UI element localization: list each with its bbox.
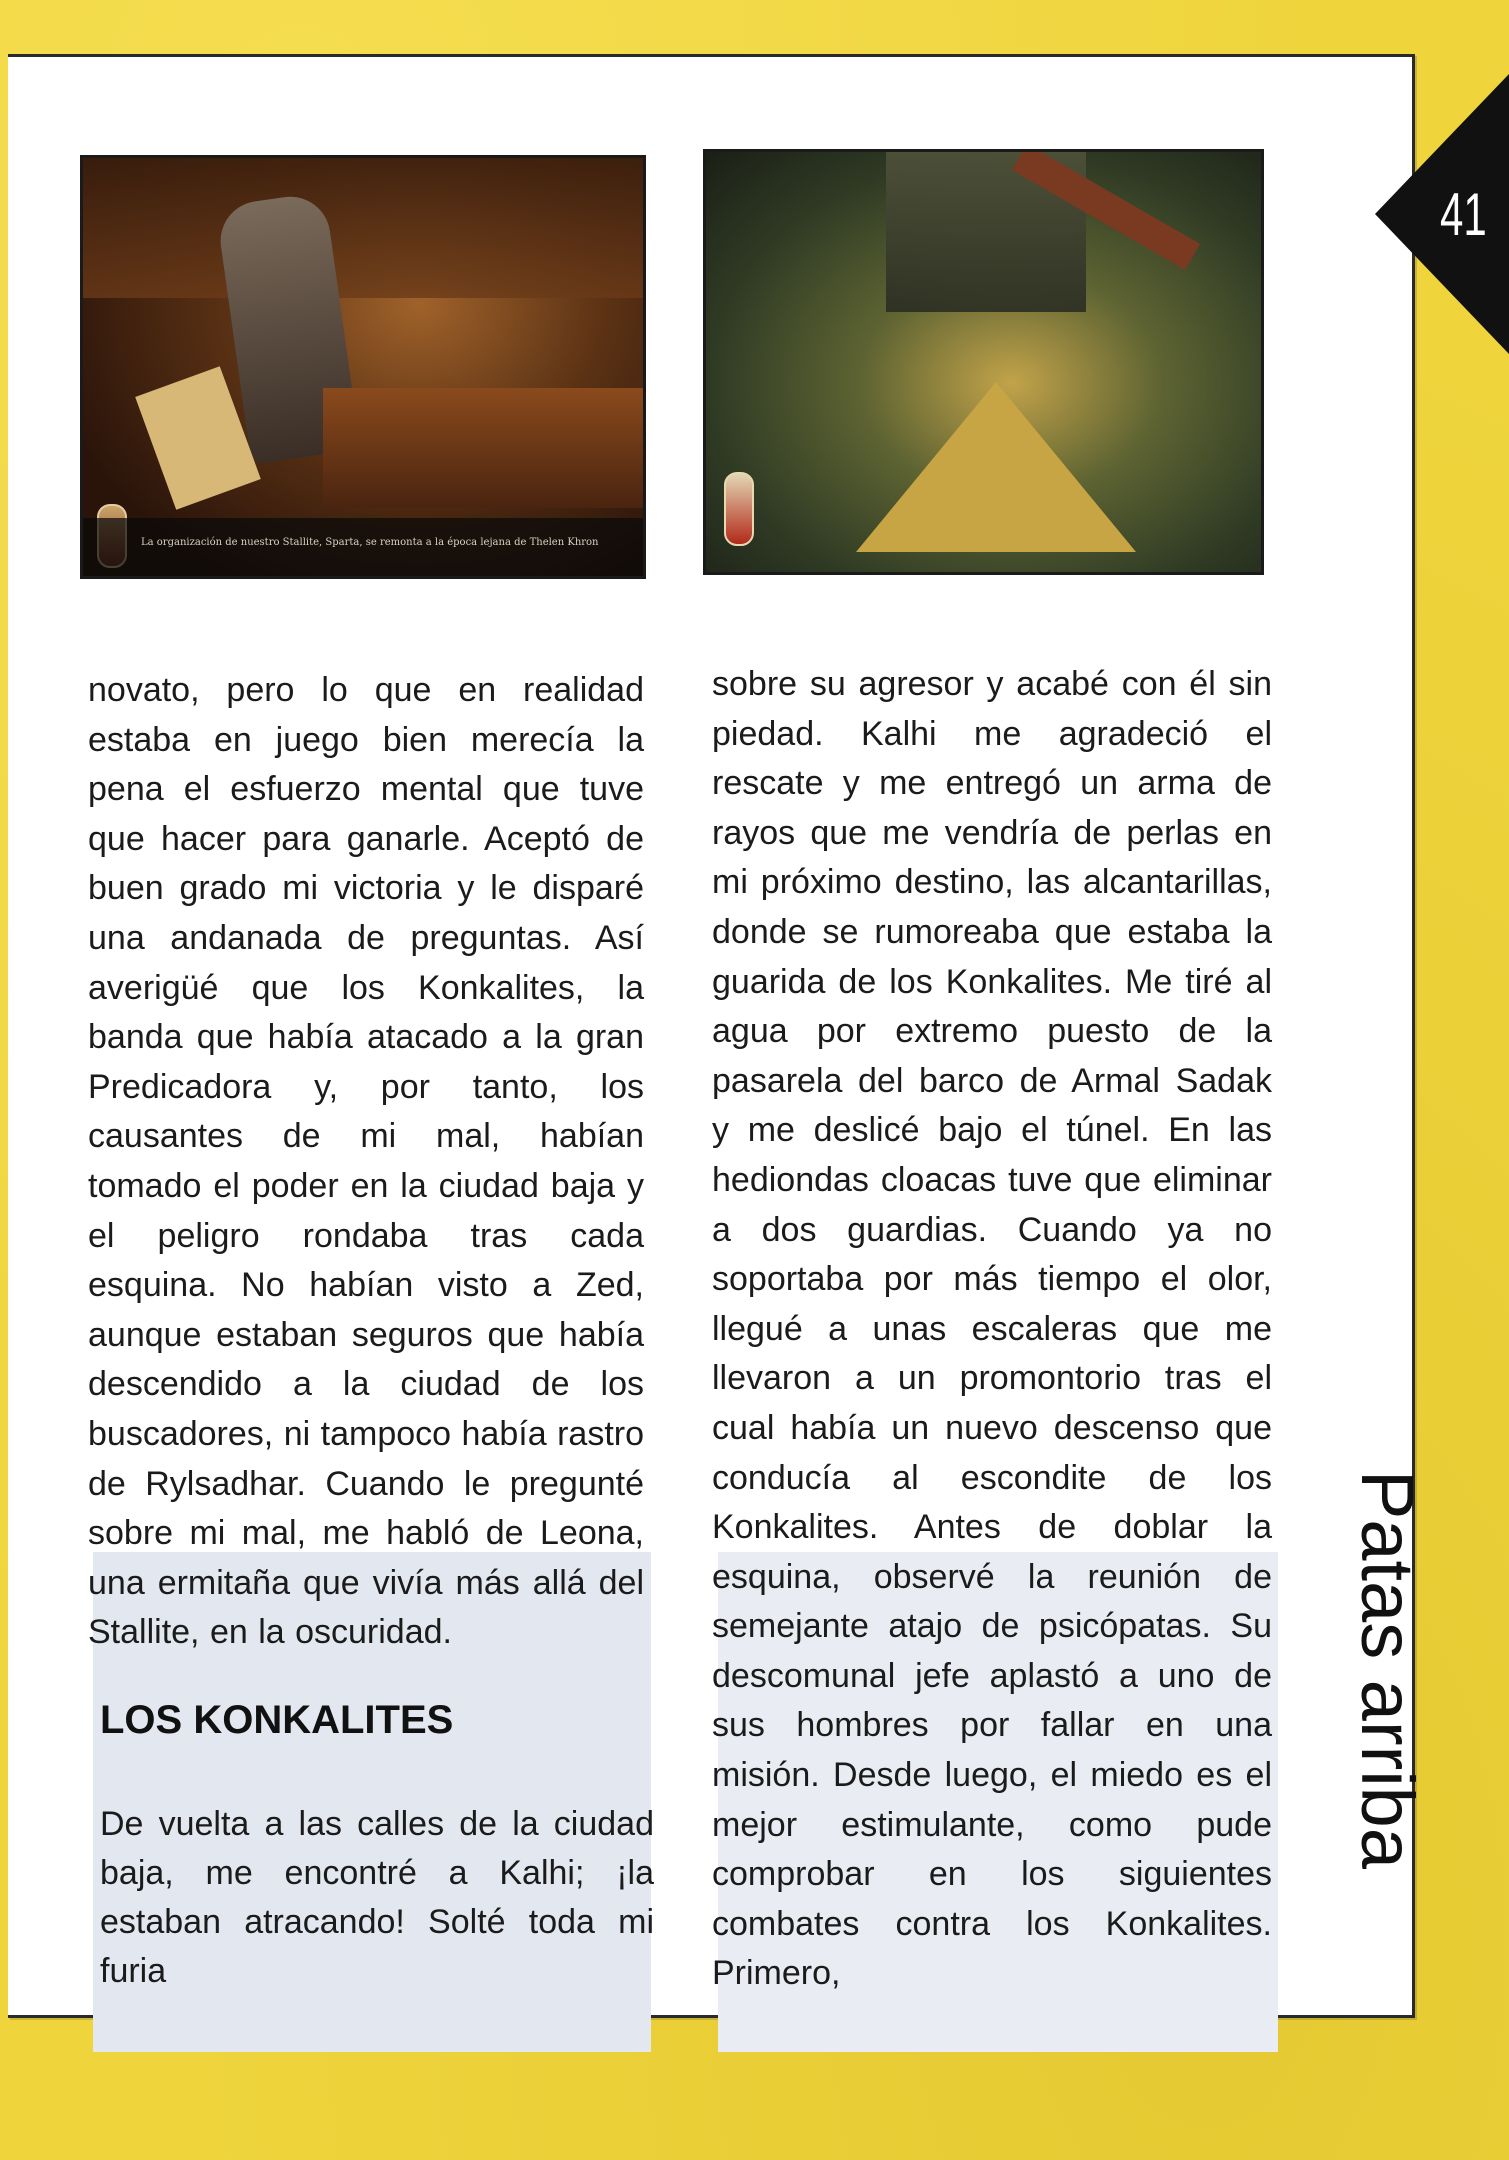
section-title-vertical: Patas arriba xyxy=(1346,1470,1429,1869)
game-screenshot-library xyxy=(80,155,646,579)
bookshelf-shape xyxy=(83,158,643,298)
game-screenshot-machine xyxy=(703,149,1264,575)
subsection-body: De vuelta a las calles de la ciudad baja, me encontré a Kalhi; ¡la estaban atracando! Solté toda mi furia xyxy=(100,1805,654,1990)
article-column-right: sobre su agresor y acabé con él sin piedad. Kalhi me agradeció el rescate y me entregó un arma de rayos que me vendría de perlas en mi próximo destino, las alcantarillas, donde se rumoreaba que estaba la guarida de los Konkalites. Me tiré al agua por extremo puesto de la pasarela del barco de Armal Sadak y me deslicé bajo el túnel. En las hediondas cloacas tuve que eliminar a dos guardias. Cuando ya no soportaba por más tiempo el olor, llegué a unas escaleras que me llevaron a un promontorio tras el cual había un nuevo descenso que conducía al escondite de los Konkalites. Antes de doblar la esquina, observé la reunión de semejante atajo de psicópatas. Su descomunal jefe aplastó a uno de sus hombres por fallar en una misión. Desde luego, el miedo es el mejor estimulante, como pude comprobar en los siguientes combates contra los Konkalites. Primero, xyxy=(712,665,1272,1993)
hud-gauge-icon xyxy=(724,472,754,546)
page-number: 41 xyxy=(1440,181,1487,248)
subsection-heading: LOS KONKALITES xyxy=(100,1698,454,1742)
pyramid-shape xyxy=(856,382,1136,552)
desk-shape xyxy=(323,388,643,508)
article-column-left: novato, pero lo que en realidad estaba en juego bien merecía la pena el esfuerzo mental que tuve que hacer para ganarle. Aceptó de buen grado mi victoria y le disparé una andanada de preguntas. Así averigüé que los Konkalites, la banda que había atacado a la gran Predicadora y, por tanto, los causantes de mi mal, habían tomado el poder en la ciudad baja y el peligro rondaba tras cada esquina. No habían visto a Zed, aunque estaban seguros que había descendido a la ciudad de los buscadores, ni tampoco había rastro de Rylsadhar. Cuando le pregunté sobre mi mal, me habló de Leona, una ermitaña que vivía más allá del Stallite, en la oscuridad. xyxy=(88,671,644,1652)
screenshot-caption: La organización de nuestro Stallite, Sparta, se remonta a la época lejana de Thelen Khron xyxy=(83,518,643,576)
